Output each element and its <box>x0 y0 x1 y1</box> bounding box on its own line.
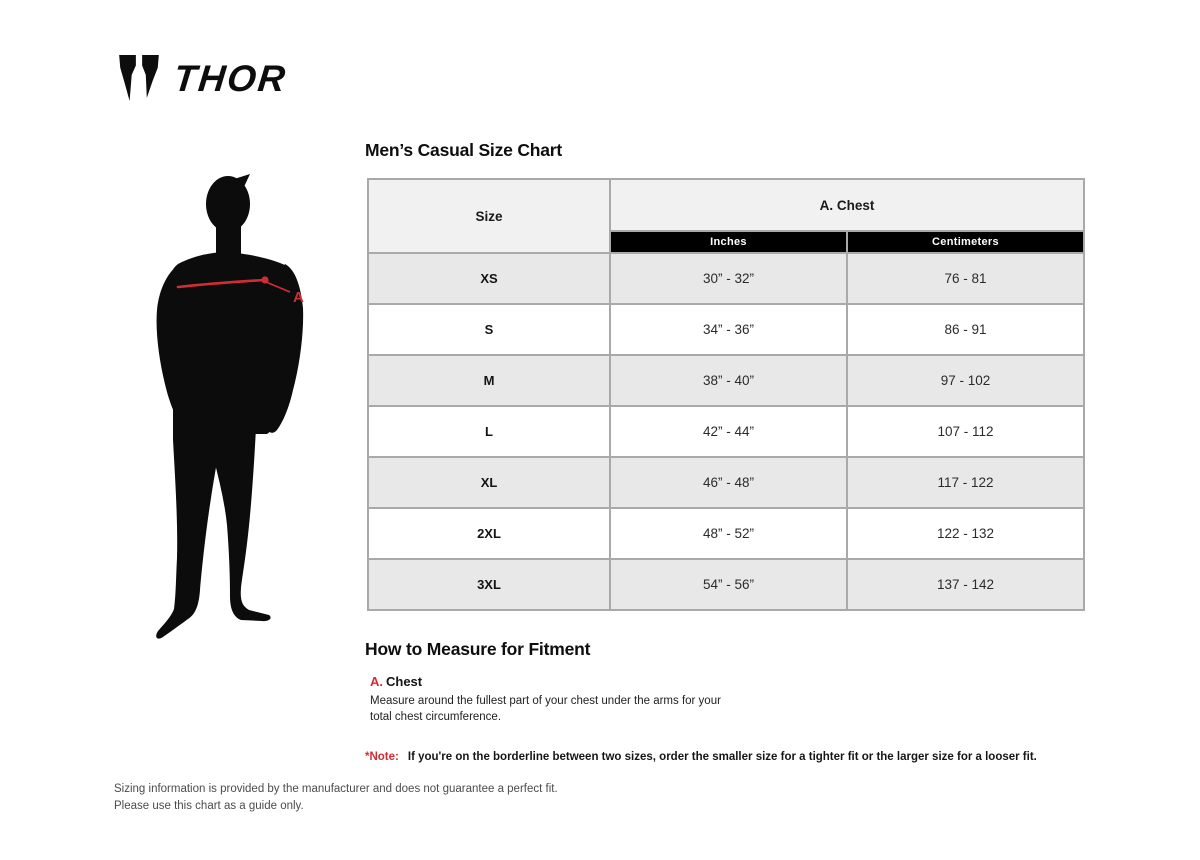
table-row <box>368 457 1084 508</box>
column-header-size: Size <box>368 179 610 253</box>
inches-value: 30” - 32” <box>610 253 847 304</box>
unit-header-inches: Inches <box>610 231 847 253</box>
thor-logo <box>113 54 287 102</box>
size-chart-table <box>367 178 1085 611</box>
size-label: M <box>368 355 610 406</box>
inches-value: 54” - 56” <box>610 559 847 610</box>
measure-item-heading <box>370 674 728 689</box>
inches-value: 34” - 36” <box>610 304 847 355</box>
inches-value: 48” - 52” <box>610 508 847 559</box>
inches-value: 42” - 44” <box>610 406 847 457</box>
size-label: 3XL <box>368 559 610 610</box>
measure-name: Chest <box>386 674 423 689</box>
male-figure-illustration <box>145 170 325 645</box>
how-to-measure-title: How to Measure for Fitment <box>365 639 591 659</box>
table-row <box>368 559 1084 610</box>
centimeters-value: 107 - 112 <box>847 406 1084 457</box>
table-row <box>368 355 1084 406</box>
centimeters-value: 122 - 132 <box>847 508 1084 559</box>
body-silhouette <box>145 170 325 645</box>
size-label: 2XL <box>368 508 610 559</box>
measurement-label-a: A <box>293 289 304 306</box>
column-header-chest: A. Chest <box>610 179 1084 231</box>
disclaimer <box>114 781 558 814</box>
disclaimer-line-2: Please use this chart as a guide only. <box>114 799 304 812</box>
inches-value: 46” - 48” <box>610 457 847 508</box>
centimeters-value: 76 - 81 <box>847 253 1084 304</box>
centimeters-value: 117 - 122 <box>847 457 1084 508</box>
inches-value: 38” - 40” <box>610 355 847 406</box>
measure-letter: A. <box>370 674 383 689</box>
table-row <box>368 253 1084 304</box>
size-label: XS <box>368 253 610 304</box>
centimeters-value: 97 - 102 <box>847 355 1084 406</box>
centimeters-value: 137 - 142 <box>847 559 1084 610</box>
table-row <box>368 304 1084 355</box>
measure-description: Measure around the fullest part of your chest under the arms for your total chest circumference. <box>370 695 721 723</box>
disclaimer-line-1: Sizing information is provided by the manufacturer and does not guarantee a perfect fit. <box>114 783 558 795</box>
note-label: *Note: <box>365 751 399 763</box>
centimeters-value: 86 - 91 <box>847 304 1084 355</box>
thor-wordmark: THOR <box>171 57 289 99</box>
size-chart-title: Men’s Casual Size Chart <box>365 140 563 160</box>
thor-horns-icon <box>113 54 165 102</box>
measure-item-chest <box>370 674 728 725</box>
size-label: L <box>368 406 610 457</box>
size-label: XL <box>368 457 610 508</box>
table-row <box>368 508 1084 559</box>
sizing-note <box>365 751 1037 763</box>
table-row <box>368 406 1084 457</box>
size-label: S <box>368 304 610 355</box>
unit-header-centimeters: Centimeters <box>847 231 1084 253</box>
note-text: If you're on the borderline between two sizes, order the smaller size for a tighter fit or the larger size for a looser fit. <box>407 751 1037 763</box>
